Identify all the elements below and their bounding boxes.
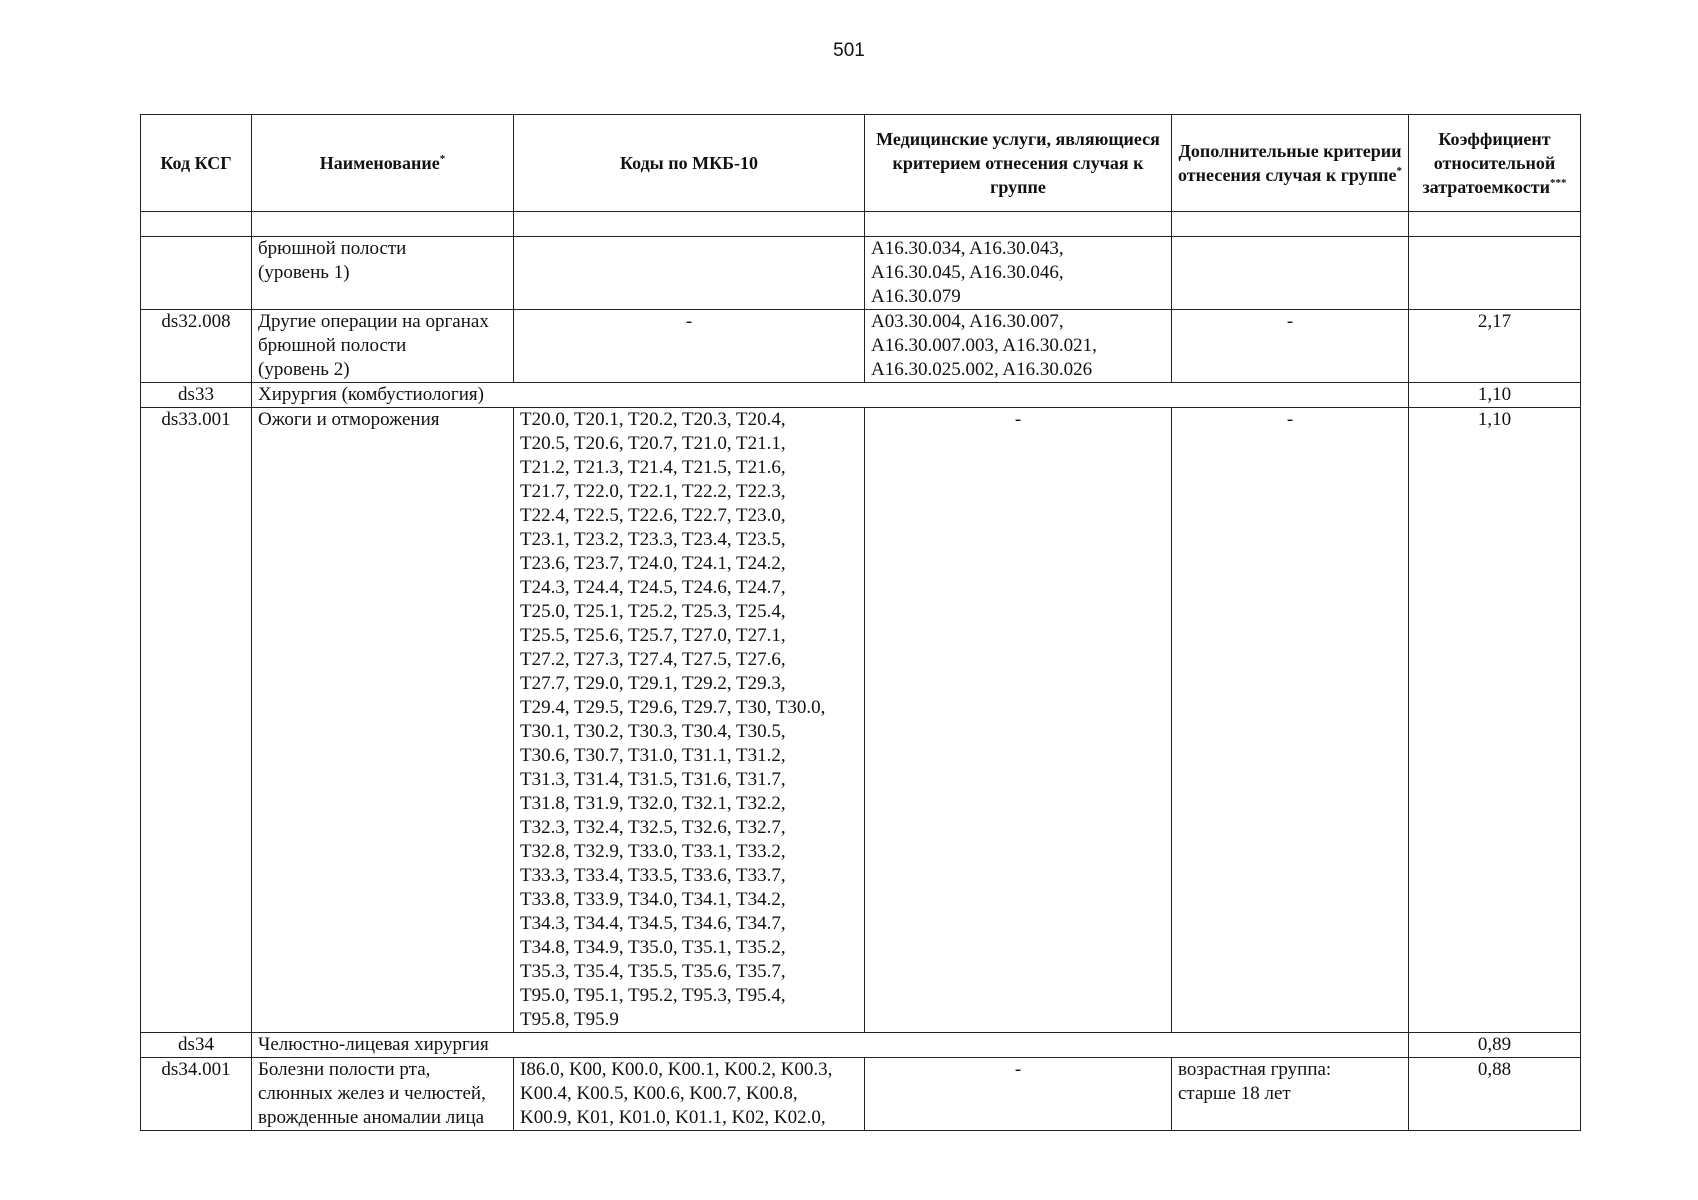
cell-extra [1172, 237, 1409, 310]
cell-name: Другие операции на органах брюшной полости (уровень 2) [252, 310, 514, 383]
cell-services: A03.30.004, A16.30.007, A16.30.007.003, A16.30.021, A16.30.025.002, A16.30.026 [865, 310, 1172, 383]
cell-icd: - [514, 310, 865, 383]
cell-code: ds32.008 [141, 310, 252, 383]
header-coef: Коэффициент относительной затратоемкости*** [1409, 115, 1581, 212]
cell-coef [1409, 237, 1581, 310]
table-row [141, 237, 1581, 310]
cell-name: Ожоги и отморожения [252, 408, 514, 1033]
cell-icd: I86.0, K00, K00.0, K00.1, K00.2, K00.3, K00.4, K00.5, K00.6, K00.7, K00.8, K00.9, K01, K01.0, K01.1, K02, K02.0, [514, 1058, 865, 1131]
table-header-row [141, 115, 1581, 212]
spacer-row [141, 212, 1581, 237]
cell-icd: T20.0, T20.1, T20.2, T20.3, T20.4, T20.5, T20.6, T20.7, T21.0, T21.1, T21.2, T21.3, T21.4, T21.5, T21.6, T21.7, T22.0, T22.1, T22.2, T22.3, T22.4, T22.5, T22.6, T22.7, T23.0, T23.1, T23.2, T23.3, T23.4, T23.5, T23.6, T23.7, T24.0, T24.1, T24.2, T24.3, T24.4, T24.5, T24.6, T24.7, T25.0, T25.1, T25.2, T25.3, T25.4, T25.5, T25.6, T25.7, T27.0, T27.1, T27.2, T27.3, T27.4, T27.5, T27.6, T27.7, T29.0, T29.1, T29.2, T29.3, T29.4, T29.5, T29.6, T29.7, T30, T30.0, T30.1, T30.2, T30.3, T30.4, T30.5, T30.6, T30.7, T31.0, T31.1, T31.2, T31.3, T31.4, T31.5, T31.6, T31.7, T31.8, T31.9, T32.0, T32.1, T32.2, T32.3, T32.4, T32.5, T32.6, T32.7, T32.8, T32.9, T33.0, T33.1, T33.2, T33.3, T33.4, T33.5, T33.6, T33.7, T33.8, T33.9, T34.0, T34.1, T34.2, T34.3, T34.4, T34.5, T34.6, T34.7, T34.8, T34.9, T35.0, T35.1, T35.2, T35.3, T35.4, T35.5, T35.6, T35.7, T95.0, T95.1, T95.2, T95.3, T95.4, T95.8, T95.9 [514, 408, 865, 1033]
cell-code: ds34.001 [141, 1058, 252, 1131]
cell-group-name: Хирургия (комбустиология) [252, 383, 1409, 408]
cell-group-name: Челюстно-лицевая хирургия [252, 1033, 1409, 1058]
cell-services: - [865, 408, 1172, 1033]
table-row [141, 1058, 1581, 1131]
header-extra: Дополнительные критерии отнесения случая к группе* [1172, 115, 1409, 212]
cell-coef: 2,17 [1409, 310, 1581, 383]
header-services: Медицинские услуги, являющиеся критерием отнесения случая к группе [865, 115, 1172, 212]
cell-services: - [865, 1058, 1172, 1131]
cell-services: A16.30.034, A16.30.043, A16.30.045, A16.30.046, A16.30.079 [865, 237, 1172, 310]
cell-extra: возрастная группа: старше 18 лет [1172, 1058, 1409, 1131]
cell-name: брюшной полости (уровень 1) [252, 237, 514, 310]
page-number: 501 [833, 40, 865, 61]
cell-extra: - [1172, 310, 1409, 383]
group-row [141, 383, 1581, 408]
table-row [141, 310, 1581, 383]
ksg-table [140, 114, 1581, 1131]
header-name: Наименование* [252, 115, 514, 212]
cell-coef: 1,10 [1409, 408, 1581, 1033]
cell-code: ds33 [141, 383, 252, 408]
table-row [141, 408, 1581, 1033]
cell-code: ds33.001 [141, 408, 252, 1033]
cell-coef: 0,89 [1409, 1033, 1581, 1058]
header-code: Код КСГ [141, 115, 252, 212]
cell-coef: 0,88 [1409, 1058, 1581, 1131]
cell-name: Болезни полости рта, слюнных желез и челюстей, врожденные аномалии лица [252, 1058, 514, 1131]
group-row [141, 1033, 1581, 1058]
cell-code [141, 237, 252, 310]
cell-icd [514, 237, 865, 310]
cell-code: ds34 [141, 1033, 252, 1058]
header-icd: Коды по МКБ-10 [514, 115, 865, 212]
cell-extra: - [1172, 408, 1409, 1033]
cell-coef: 1,10 [1409, 383, 1581, 408]
